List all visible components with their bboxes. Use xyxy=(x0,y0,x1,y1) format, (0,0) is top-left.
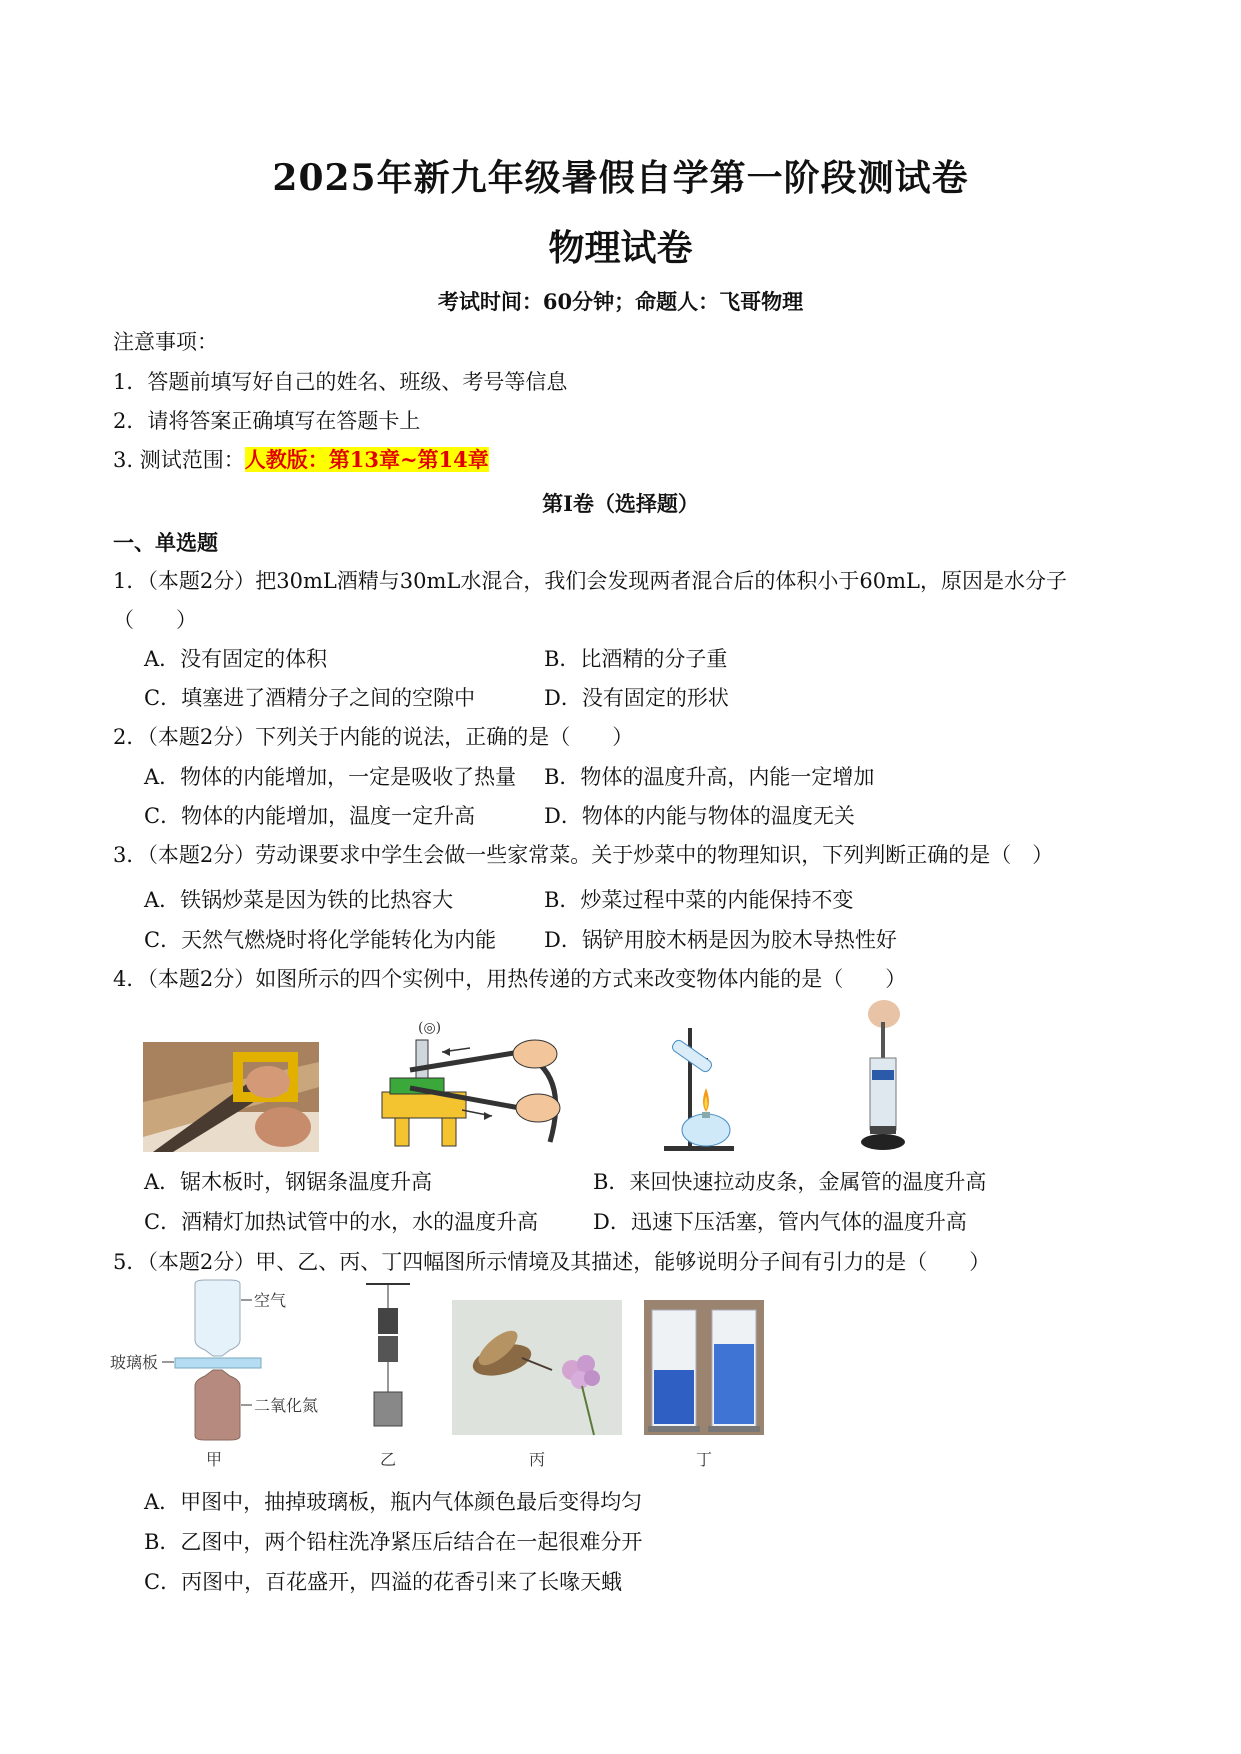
figure-label-yi: 乙 xyxy=(379,1450,397,1469)
section-title: 第I卷（选择题） xyxy=(542,491,699,516)
option-b[interactable]: B．比酒精的分子重 xyxy=(544,647,728,671)
figure-label-jia: 甲 xyxy=(205,1450,223,1469)
question-stem-cont: （ ） xyxy=(113,608,197,632)
figure-label-ding: 丁 xyxy=(695,1450,713,1469)
test-scope-highlight: 人教版：第13章~第14章 xyxy=(244,447,489,472)
option-b[interactable]: B．来回快速拉动皮条，金属管的温度升高 xyxy=(593,1170,987,1194)
option-d[interactable]: D．没有固定的形状 xyxy=(544,686,729,710)
svg-text:(◎): (◎) xyxy=(418,1020,442,1036)
option-a[interactable]: A．铁锅炒菜是因为铁的比热容大 xyxy=(144,888,454,912)
option-a[interactable]: A．甲图中，抽掉玻璃板，瓶内气体颜色最后变得均匀 xyxy=(144,1490,643,1514)
question-stem: 4．（本题2分）如图所示的四个实例中，用热传递的方式来改变物体内能的是（ ） xyxy=(113,967,907,991)
figure-label-bing: 丙 xyxy=(528,1450,546,1469)
option-d[interactable]: D．锅铲用胶木柄是因为胶木导热性好 xyxy=(544,928,897,952)
alcohol-lamp-image xyxy=(650,1028,760,1153)
option-b[interactable]: B．乙图中，两个铅柱洗净紧压后结合在一起很难分开 xyxy=(144,1530,643,1554)
exam-info: 考试时间：60分钟；命题人：飞哥物理 xyxy=(437,289,804,314)
note-number: 1． xyxy=(113,370,148,394)
option-c[interactable]: C．物体的内能增加，温度一定升高 xyxy=(144,804,476,828)
option-a[interactable]: A．物体的内能增加，一定是吸收了热量 xyxy=(144,765,517,789)
option-c[interactable]: C．酒精灯加热试管中的水，水的温度升高 xyxy=(144,1210,539,1234)
option-d[interactable]: D．迅速下压活塞，管内气体的温度升高 xyxy=(593,1210,967,1234)
note-number: 3. xyxy=(113,448,134,472)
note-text: 答题前填写好自己的姓名、班级、考号等信息 xyxy=(147,370,568,394)
exam-title: 2025年新九年级暑假自学第一阶段测试卷 xyxy=(272,157,969,199)
option-c[interactable]: C．天然气燃烧时将化学能转化为内能 xyxy=(144,928,497,952)
question-stem: 1．（本题2分）把30mL酒精与30mL水混合，我们会发现两者混合后的体积小于60mL，原因是水分子 xyxy=(113,569,1067,593)
notes-heading: 注意事项： xyxy=(113,330,218,354)
friction-tube-image xyxy=(370,1012,590,1147)
option-b[interactable]: B．物体的温度升高，内能一定增加 xyxy=(544,765,875,789)
glass-plate-label: 玻璃板 xyxy=(110,1353,159,1372)
no2-label: 二氧化氮 xyxy=(254,1396,319,1415)
note-number: 2． xyxy=(113,409,148,433)
hawk-moth-figure xyxy=(452,1300,622,1470)
option-c[interactable]: C．丙图中，百花盛开，四溢的花香引来了长喙天蛾 xyxy=(144,1570,623,1594)
question-stem: 2．（本题2分）下列关于内能的说法，正确的是（ ） xyxy=(113,725,634,749)
option-d[interactable]: D．物体的内能与物体的温度无关 xyxy=(544,804,855,828)
note-text: 请将答案正确填写在答题卡上 xyxy=(147,409,421,433)
note-item xyxy=(113,405,420,435)
option-c[interactable]: C．填塞进了酒精分子之间的空隙中 xyxy=(144,686,476,710)
gas-diffusion-figure xyxy=(110,1280,340,1470)
part-heading: 一、单选题 xyxy=(113,530,218,555)
lead-cylinders-figure xyxy=(358,1280,418,1470)
option-a[interactable]: A．锯木板时，钢锯条温度升高 xyxy=(144,1170,433,1194)
question-stem: 3．（本题2分）劳动课要求中学生会做一些家常菜。关于炒菜中的物理知识，下列判断正确的是（ ） xyxy=(113,843,1054,867)
sawing-wood-image xyxy=(143,1042,319,1152)
subject-title: 物理试卷 xyxy=(548,227,693,269)
option-a[interactable]: A．没有固定的体积 xyxy=(144,647,328,671)
diffusion-cylinders-figure xyxy=(644,1300,764,1470)
question-stem: 5．（本题2分）甲、乙、丙、丁四幅图所示情境及其描述，能够说明分子间有引力的是（ ） xyxy=(113,1250,991,1274)
note-item xyxy=(113,444,489,474)
note-text: 测试范围： xyxy=(139,448,245,472)
option-b[interactable]: B．炒菜过程中菜的内能保持不变 xyxy=(544,888,854,912)
air-label: 空气 xyxy=(254,1291,287,1310)
note-item xyxy=(113,366,567,396)
piston-press-image xyxy=(848,1000,918,1152)
